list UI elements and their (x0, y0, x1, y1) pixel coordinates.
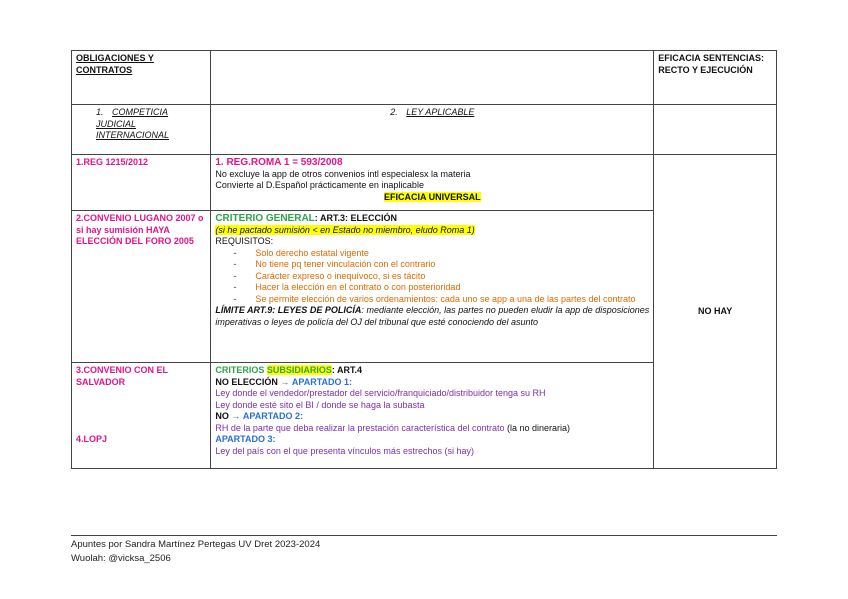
criterios-c: : ART.4 (331, 365, 363, 375)
row1-highlight: EFICACIA UNIVERSAL (383, 191, 481, 202)
arrow-right-icon: → (280, 376, 290, 387)
notes-table (71, 50, 777, 469)
header-row (72, 51, 777, 105)
row2-note-line (215, 225, 649, 237)
limite-label: LÍMITE ART.9: LEYES DE POLICÍA (215, 305, 362, 315)
criterio-art: : ART.3: ELECCIÓN (314, 213, 397, 223)
footer-line1: Apuntes por Sandra Martínez Pertegas UV Dret 2023-2024 (71, 539, 321, 550)
limite-text: : mediante elección, las partes no pueden eludir la app de disposiciones imperativas o leyes de policía del OJ del tribunal que esté conociendo del asunto (215, 305, 650, 327)
subheader-num: 1. (96, 107, 104, 117)
subheader-empty (654, 105, 777, 155)
row2-content (211, 211, 654, 363)
apartado2: APARTADO 2: (242, 411, 304, 421)
list-item: - Carácter expreso o inequívoco, si es tácito (255, 271, 649, 283)
row3-criterios (215, 365, 649, 377)
row3-l3b: (la no dineraria) (507, 422, 571, 433)
row3-left1: 3.CONVENIO CON EL SALVADOR (76, 365, 168, 387)
footer-divider (71, 535, 777, 536)
list-item: - Se permite elección de varios ordenamientos: cada uno se app a una de las partes del contrato (255, 294, 649, 306)
requisitos-label: REQUISITOS: (215, 236, 274, 246)
header-empty (211, 51, 654, 105)
row3-l3-line (215, 423, 649, 435)
row1-left: 1.REG 1215/2012 (72, 155, 211, 211)
list-item: - No tiene pq tener vinculación con el contrario (255, 259, 649, 271)
row1-title: 1. REG.ROMA 1 = 593/2008 (215, 157, 343, 168)
list-item: - Hacer la elección en el contrato o con posterioridad (255, 282, 649, 294)
row3-no-eleccion (215, 377, 649, 389)
footer-line2: Wuolah: @vicksa_2506 (71, 553, 171, 564)
list-item: - Solo derecho estatal vigente (255, 248, 649, 260)
criterios-b: SUBSIDIARIOS (266, 365, 332, 375)
row1-highlight-wrap (215, 192, 649, 204)
apartado3: APARTADO 3: (215, 434, 276, 444)
apartado1: APARTADO 1: (291, 376, 353, 387)
subheader-ley (211, 105, 654, 155)
subheader-ley-label: LEY APLICABLE (406, 107, 475, 117)
no-eleccion: NO ELECCIÓN (215, 376, 278, 387)
criterios-a: CRITERIOS (215, 365, 267, 375)
row-reg (72, 155, 777, 211)
row3-l4: Ley del país con el que presenta vínculos más estrechos (si hay) (215, 445, 474, 456)
arrow-right-icon: → (231, 411, 241, 421)
row3-l2: Ley donde esté sito el BI / donde se haga la subasta (215, 399, 425, 410)
header-eficacia: EFICACIA SENTENCIAS: RECTO Y EJECUCIÓN (654, 51, 777, 105)
no-hay-cell: NO HAY (654, 155, 777, 469)
subheader-row (72, 105, 777, 155)
row2-note: (si he pactado sumisión < en Estado no miembro, eludo Roma 1) (215, 224, 475, 235)
row3-l1: Ley donde el vendedor/prestador del servicio/franquiciado/distribuidor tenga su RH (215, 388, 546, 398)
subheader-num: 2. (390, 107, 398, 117)
header-title: OBLIGACIONES Y CONTRATOS (72, 51, 211, 105)
row2-left: 2.CONVENIO LUGANO 2007 o si hay sumisión HAYA ELECCIÓN DEL FORO 2005 (72, 211, 211, 363)
requisitos-list (215, 248, 649, 306)
row3-no (215, 411, 649, 423)
row1-line1: No excluye la app de otros convenios intl especialesx la materia (215, 168, 471, 179)
limite-paragraph (215, 305, 649, 328)
row2-criterio-line (215, 213, 649, 225)
subheader-competencia (72, 105, 211, 155)
row1-line2: Convierte al D.Español prácticamente en inaplicable (215, 180, 424, 190)
row3-l3: RH de la parte que deba realizar la prestación característica del contrato (215, 422, 505, 433)
criterio-general: CRITERIO GENERAL (215, 213, 315, 224)
row3-content (211, 363, 654, 469)
row3-left2: 4.LOPJ (76, 434, 108, 444)
subheader-competencia-label: COMPETICIA JUDICIAL INTERNACIONAL (96, 107, 170, 140)
row3-left (72, 363, 211, 469)
footer (71, 538, 320, 566)
row1-content (211, 155, 654, 211)
no-label: NO (215, 411, 229, 421)
